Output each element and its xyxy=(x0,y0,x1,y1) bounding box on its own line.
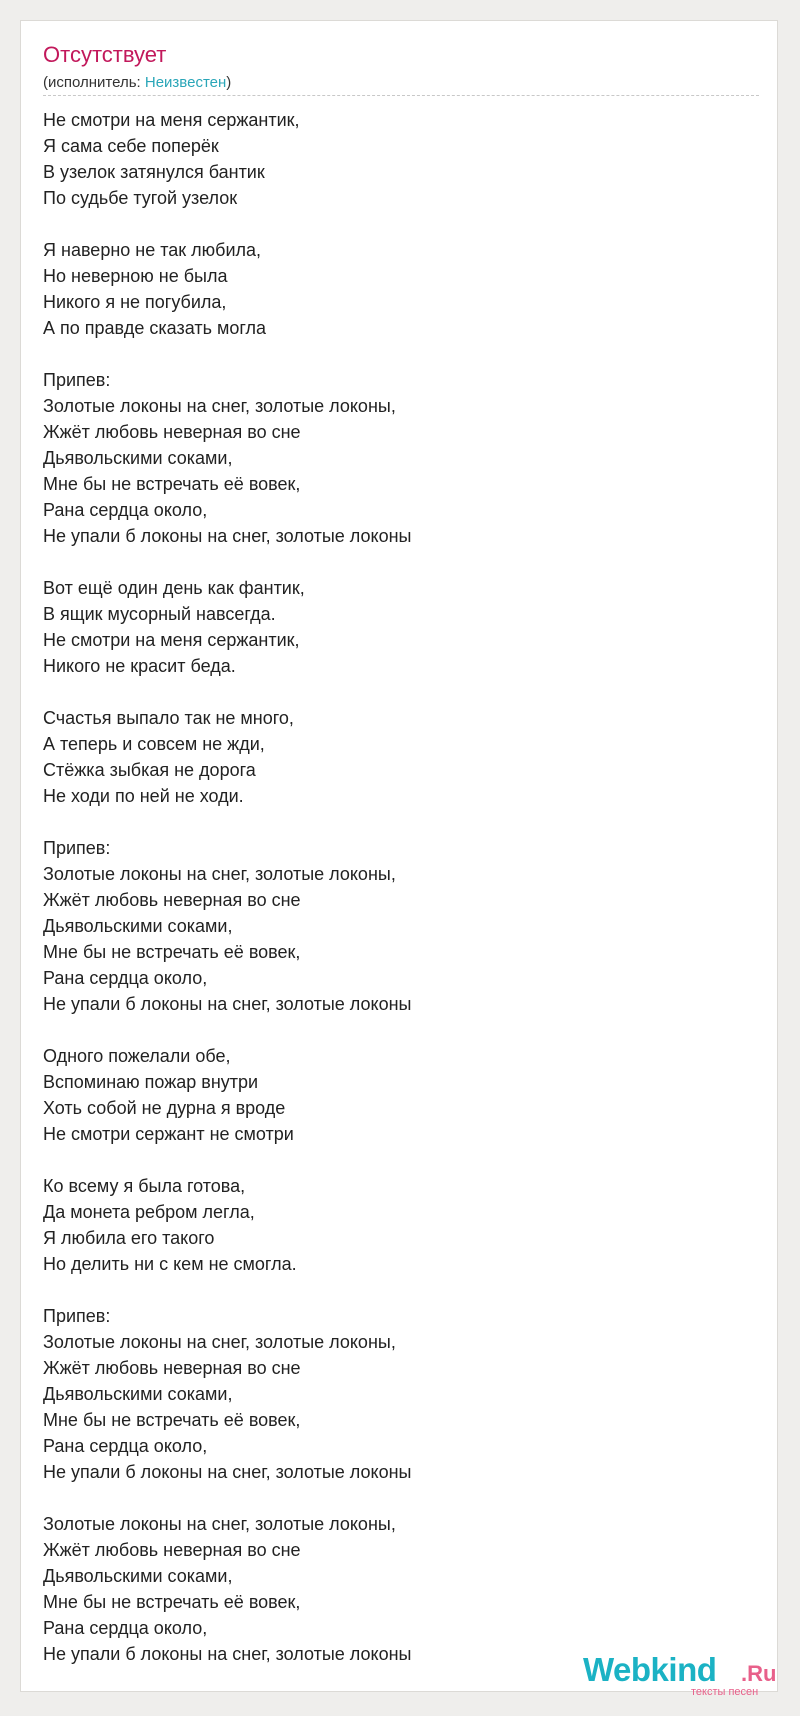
lyric-line: Дьявольскими соками, xyxy=(43,1566,233,1586)
lyric-line: Счастья выпало так не много, xyxy=(43,708,294,728)
lyric-line: Золотые локоны на снег, золотые локоны, xyxy=(43,1514,396,1534)
stanza-break xyxy=(43,1147,743,1173)
lyric-line: Рана сердца около, xyxy=(43,968,208,988)
lyric-line: Не упали б локоны на снег, золотые локоны xyxy=(43,994,412,1014)
artist-suffix: ) xyxy=(226,74,232,91)
lyric-line: Стёжка зыбкая не дорога xyxy=(43,760,256,780)
lyric-line: Не упали б локоны на снег, золотые локоны xyxy=(43,1644,412,1664)
lyric-line: Хоть собой не дурна я вроде xyxy=(43,1098,286,1118)
lyric-line: Никого не красит беда. xyxy=(43,656,236,676)
lyric-line: Не смотри сержант не смотри xyxy=(43,1124,294,1144)
lyric-line: В ящик мусорный навсегда. xyxy=(43,604,276,624)
lyric-line: Золотые локоны на снег, золотые локоны, xyxy=(43,1332,396,1352)
lyric-line: Никого я не погубила, xyxy=(43,292,227,312)
title-divider xyxy=(43,95,759,96)
song-title: Отсутствует xyxy=(43,42,167,67)
stanza-break xyxy=(43,1017,743,1043)
lyric-line: Рана сердца около, xyxy=(43,1436,208,1456)
lyric-line: Мне бы не встречать её вовек, xyxy=(43,942,301,962)
artist-prefix: (исполнитель: xyxy=(43,74,145,91)
lyric-line: А по правде сказать могла xyxy=(43,318,267,338)
webkind-logo[interactable] xyxy=(583,1651,783,1698)
lyric-line: Я наверно не так любила, xyxy=(43,240,262,260)
lyric-line: А теперь и совсем не жди, xyxy=(43,734,265,754)
lyric-line: Жжёт любовь неверная во сне xyxy=(43,1358,301,1378)
lyric-line: Дьявольскими соками, xyxy=(43,916,233,936)
lyric-line: Не смотри на меня сержантик, xyxy=(43,110,300,130)
lyric-line: Золотые локоны на снег, золотые локоны, xyxy=(43,864,396,884)
lyric-line: Не смотри на меня сержантик, xyxy=(43,630,300,650)
lyric-line: Не упали б локоны на снег, золотые локоны xyxy=(43,1462,412,1482)
lyric-line: Дьявольскими соками, xyxy=(43,1384,233,1404)
lyric-line: Золотые локоны на снег, золотые локоны, xyxy=(43,396,396,416)
lyric-line: Припев: xyxy=(43,370,111,390)
lyric-line: Да монета ребром легла, xyxy=(43,1202,255,1222)
lyric-line: Вот ещё один день как фантик, xyxy=(43,578,305,598)
stanza-break xyxy=(43,1485,743,1511)
lyric-line: Вспоминаю пожар внутри xyxy=(43,1072,259,1092)
lyric-line: Жжёт любовь неверная во сне xyxy=(43,422,301,442)
lyric-line: Одного пожелали обе, xyxy=(43,1046,231,1066)
lyric-line: В узелок затянулся бантик xyxy=(43,162,265,182)
lyric-line: Но делить ни с кем не смогла. xyxy=(43,1254,297,1274)
stanza-break xyxy=(43,211,743,237)
lyric-line: Припев: xyxy=(43,838,111,858)
lyric-line: Я любила его такого xyxy=(43,1228,215,1248)
logo-name: Webkind xyxy=(583,1651,717,1688)
stanza-break xyxy=(43,1277,743,1303)
lyrics-text xyxy=(43,107,743,1667)
lyric-line: Рана сердца около, xyxy=(43,1618,208,1638)
artist-link[interactable]: Неизвестен xyxy=(144,74,227,91)
stanza-break xyxy=(43,809,743,835)
lyric-line: Припев: xyxy=(43,1306,111,1326)
stanza-break xyxy=(43,341,743,367)
lyric-line: Ко всему я была готова, xyxy=(43,1176,246,1196)
lyric-line: Жжёт любовь неверная во сне xyxy=(43,890,301,910)
lyrics-card xyxy=(20,20,778,1698)
stanza-break xyxy=(43,679,743,705)
stanza-break xyxy=(43,549,743,575)
lyric-line: Жжёт любовь неверная во сне xyxy=(43,1540,301,1560)
lyric-line: Не упали б локоны на снег, золотые локоны xyxy=(43,526,412,546)
lyric-line: Мне бы не встречать её вовек, xyxy=(43,1592,301,1612)
lyric-line: Я сама себе поперёк xyxy=(43,136,219,156)
lyric-line: Но неверною не была xyxy=(43,266,228,286)
logo-tld: .Ru xyxy=(741,1661,777,1686)
artist-line xyxy=(43,74,231,91)
lyric-line: Дьявольскими соками, xyxy=(43,448,233,468)
lyric-line: Мне бы не встречать её вовек, xyxy=(43,474,301,494)
logo-tagline: тексты песен xyxy=(691,1686,759,1698)
lyric-line: Рана сердца около, xyxy=(43,500,208,520)
lyric-line: По судьбе тугой узелок xyxy=(43,188,238,208)
lyric-line: Мне бы не встречать её вовек, xyxy=(43,1410,301,1430)
lyric-line: Не ходи по ней не ходи. xyxy=(43,786,244,806)
